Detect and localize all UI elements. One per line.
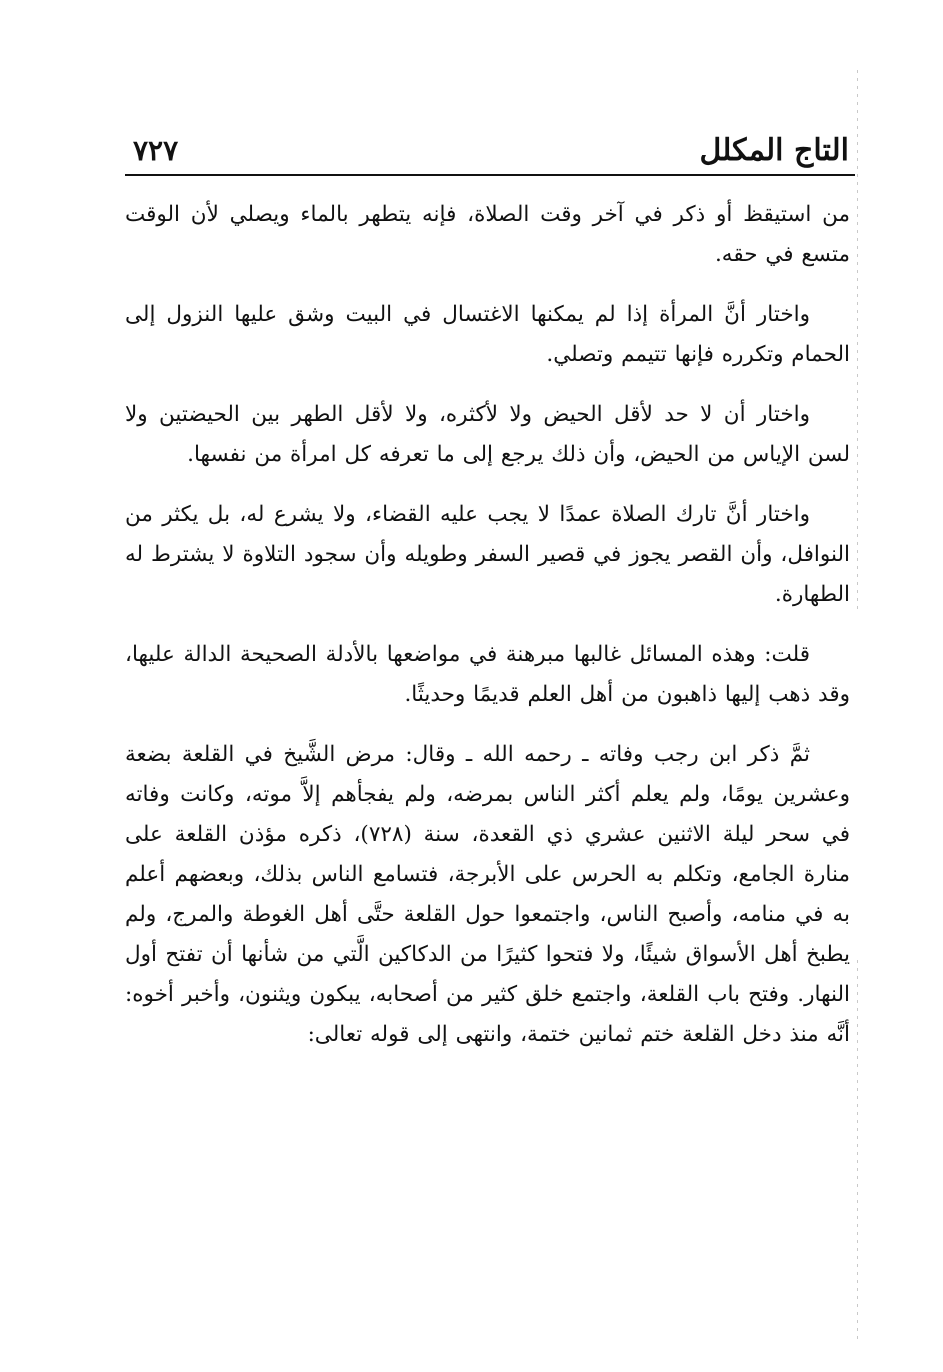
page-body — [125, 195, 850, 1055]
running-title: التاج المكلل — [699, 133, 849, 168]
paragraph-5: قلت: وهذه المسائل غالبها مبرهنة في مواضعها بالأدلة الصحيحة الدالة عليها، وقد ذهب إليها ذاهبون من أهل العلم قديمًا وحديثًا. — [125, 642, 850, 707]
page-header — [125, 130, 855, 176]
paragraph-2: واختار أنَّ المرأة إذا لم يمكنها الاغتسال في البيت وشق عليها النزول إلى الحمام وتكرره فإنها تتيمم وتصلي. — [125, 302, 850, 367]
paragraph-4: واختار أنَّ تارك الصلاة عمدًا لا يجب عليه القضاء، ولا يشرع له، بل يكثر من النوافل، وأن القصر يجوز في قصير السفر وطويله وأن سجود التلاوة لا يشترط له الطهارة. — [125, 502, 850, 607]
page-edge-mark — [857, 960, 858, 1340]
page-number: ٧٢٧ — [133, 134, 179, 167]
page-edge-mark — [857, 70, 858, 610]
paragraph-3: واختار أن لا حد لأقل الحيض ولا لأكثره، ولا لأقل الطهر بين الحيضتين ولا لسن الإياس من الحيض، وأن ذلك يرجع إلى ما تعرفه كل امرأة من نفسها. — [125, 402, 850, 467]
paragraph-1: من استيقظ أو ذكر في آخر وقت الصلاة، فإنه يتطهر بالماء ويصلي لأن الوقت متسع في حقه. — [125, 202, 850, 267]
paragraph-6: ثمَّ ذكر ابن رجب وفاته ـ رحمه الله ـ وقال: مرض الشَّيخ في القلعة بضعة وعشرين يومًا، ولم يعلم أكثر الناس بمرضه، ولم يفجأهم إلاَّ موته، وكانت وفاته في سحر ليلة الاثنين عشري ذي القعدة، سنة (٧٢٨)، ذكره مؤذن القلعة على منارة الجامع، وتكلم به الحرس على الأبرجة، فتسامع الناس بذلك، وبعضهم أعلم به في منامه، وأصبح الناس، واجتمعوا حول القلعة حتَّى أهل الغوطة والمرج، ولم يطبخ أهل الأسواق شيئًا، ولا فتحوا كثيرًا من الدكاكين الَّتي من شأنها أن تفتح أول النهار. وفتح باب القلعة، واجتمع خلق كثير من أصحابه، يبكون ويثنون، وأخبر أخوه: أنَّه منذ دخل القلعة ختم ثمانين ختمة، وانتهى إلى قوله تعالى: — [125, 742, 850, 1047]
